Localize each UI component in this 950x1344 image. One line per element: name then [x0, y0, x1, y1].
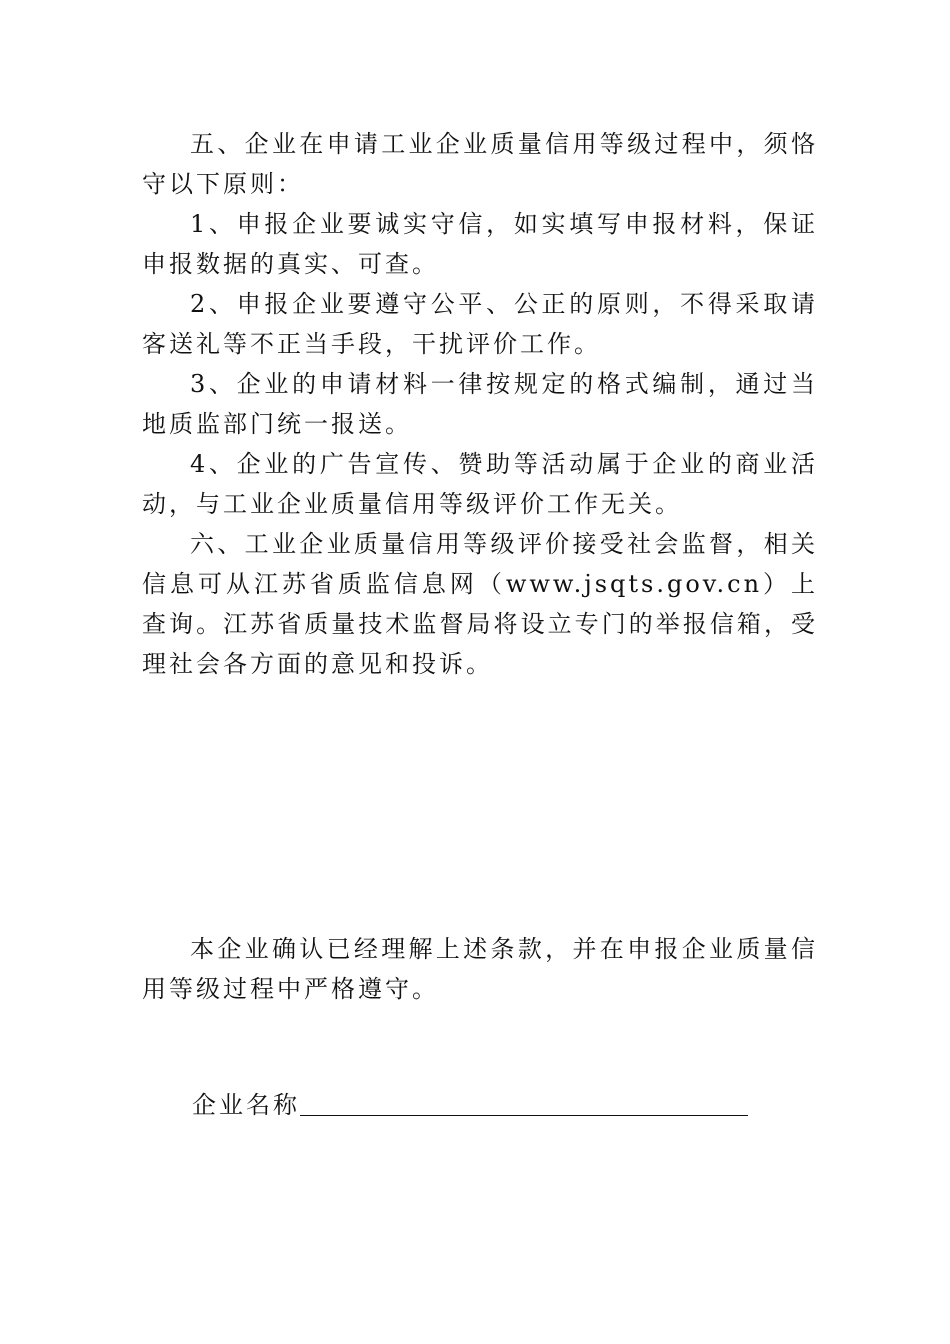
company-name-label: 企业名称	[192, 1091, 300, 1119]
confirmation-section	[142, 929, 818, 1009]
paragraph-item-4: 4、企业的广告宣传、赞助等活动属于企业的商业活动，与工业企业质量信用等级评价工作无关。	[142, 450, 818, 518]
principles-section	[142, 124, 818, 684]
paragraph-item-3: 3、企业的申请材料一律按规定的格式编制，通过当地质监部门统一报送。	[142, 370, 818, 438]
company-name-field	[192, 1085, 748, 1125]
paragraph-item-2: 2、申报企业要遵守公平、公正的原则，不得采取请客送礼等不正当手段，干扰评价工作。	[142, 290, 818, 358]
paragraph-section-five: 五、企业在申请工业企业质量信用等级过程中，须恪守以下原则：	[142, 130, 818, 198]
paragraph-item-1: 1、申报企业要诚实守信，如实填写申报材料，保证申报数据的真实、可查。	[142, 210, 818, 278]
company-name-blank-line	[300, 1115, 748, 1116]
paragraph-section-six: 六、工业企业质量信用等级评价接受社会监督，相关信息可从江苏省质监信息网（www.jsqts.gov.cn）上查询。江苏省质量技术监督局将设立专门的举报信箱，受理社会各方面的意见和投诉。	[142, 530, 818, 678]
confirmation-text: 本企业确认已经理解上述条款，并在申报企业质量信用等级过程中严格遵守。	[142, 935, 818, 1003]
